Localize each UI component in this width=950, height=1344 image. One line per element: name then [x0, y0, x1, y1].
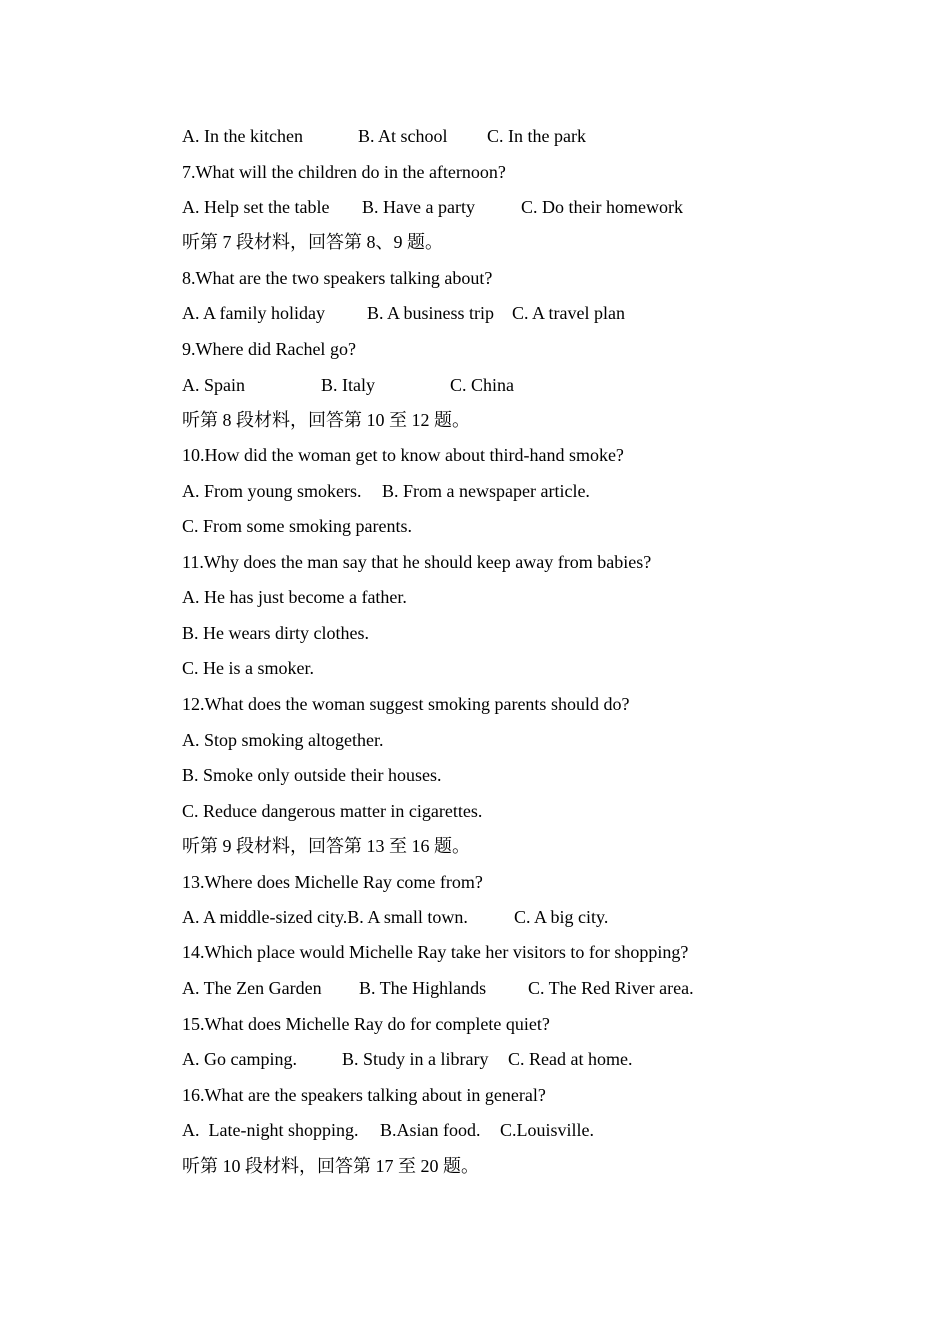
- question-9: 9.Where did Rachel go?: [182, 339, 356, 359]
- option-b: B. The Highlands: [359, 978, 487, 998]
- option-b: B. Italy: [321, 375, 375, 395]
- option-a: A. Late-night shopping.: [182, 1120, 359, 1140]
- option-c: C. A big city.: [514, 907, 609, 927]
- option-a: A. From young smokers.: [182, 481, 362, 501]
- question-8: 8.What are the two speakers talking about?: [182, 268, 493, 288]
- option-c: C. In the park: [487, 126, 586, 146]
- question-16: 16.What are the speakers talking about in general?: [182, 1085, 546, 1105]
- option-c: C. Do their homework: [521, 197, 683, 217]
- option-b: B.Asian food.: [380, 1120, 481, 1140]
- question-11: 11.Why does the man say that he should keep away from babies?: [182, 552, 652, 572]
- question-13: 13.Where does Michelle Ray come from?: [182, 872, 483, 892]
- option-b: B. He wears dirty clothes.: [182, 623, 369, 643]
- option-c: C. Reduce dangerous matter in cigarettes.: [182, 801, 483, 821]
- option-b: B. At school: [358, 126, 448, 146]
- option-a: A. Spain: [182, 375, 245, 395]
- section-header: 听第 7 段材料，回答第 8、9 题。: [182, 232, 443, 252]
- options-line: [182, 975, 694, 1001]
- options-line: [182, 194, 683, 220]
- option-a: A. Stop smoking altogether.: [182, 730, 384, 750]
- options-line: [182, 904, 609, 930]
- options-line: [182, 1117, 594, 1143]
- option-c: C. He is a smoker.: [182, 658, 314, 678]
- options-line: [182, 478, 590, 504]
- section-header: 听第 9 段材料，回答第 13 至 16 题。: [182, 836, 470, 856]
- question-7: 7.What will the children do in the afternoon?: [182, 162, 506, 182]
- option-a: A. A family holiday: [182, 303, 325, 323]
- option-c: C. China: [450, 375, 515, 395]
- option-a: A. The Zen Garden: [182, 978, 322, 998]
- section-header: 听第 10 段材料，回答第 17 至 20 题。: [182, 1156, 479, 1176]
- option-b: B. A business trip: [367, 303, 495, 323]
- option-c: C. Read at home.: [508, 1049, 633, 1069]
- question-15: 15.What does Michelle Ray do for complete quiet?: [182, 1014, 550, 1034]
- question-14: 14.Which place would Michelle Ray take her visitors to for shopping?: [182, 942, 689, 962]
- section-header: 听第 8 段材料，回答第 10 至 12 题。: [182, 410, 470, 430]
- option-b: B. Study in a library: [342, 1049, 489, 1069]
- option-b: B. From a newspaper article.: [382, 481, 590, 501]
- option-c: C. A travel plan: [512, 303, 625, 323]
- options-line: [182, 1046, 633, 1072]
- option-c: C. From some smoking parents.: [182, 516, 412, 536]
- options-line: [182, 372, 515, 398]
- option-a: A. Go camping.: [182, 1049, 297, 1069]
- question-12: 12.What does the woman suggest smoking parents should do?: [182, 694, 630, 714]
- question-10: 10.How did the woman get to know about third-hand smoke?: [182, 445, 624, 465]
- option-a: A. Help set the table: [182, 197, 330, 217]
- option-b: B. Smoke only outside their houses.: [182, 765, 442, 785]
- option-c: C.Louisville.: [500, 1120, 594, 1140]
- options-line: [182, 123, 586, 149]
- option-a-b: A. A middle-sized city.B. A small town.: [182, 907, 468, 927]
- option-c: C. The Red River area.: [528, 978, 694, 998]
- option-a: A. In the kitchen: [182, 126, 303, 146]
- option-b: B. Have a party: [362, 197, 475, 217]
- options-line: [182, 300, 625, 326]
- option-a: A. He has just become a father.: [182, 587, 407, 607]
